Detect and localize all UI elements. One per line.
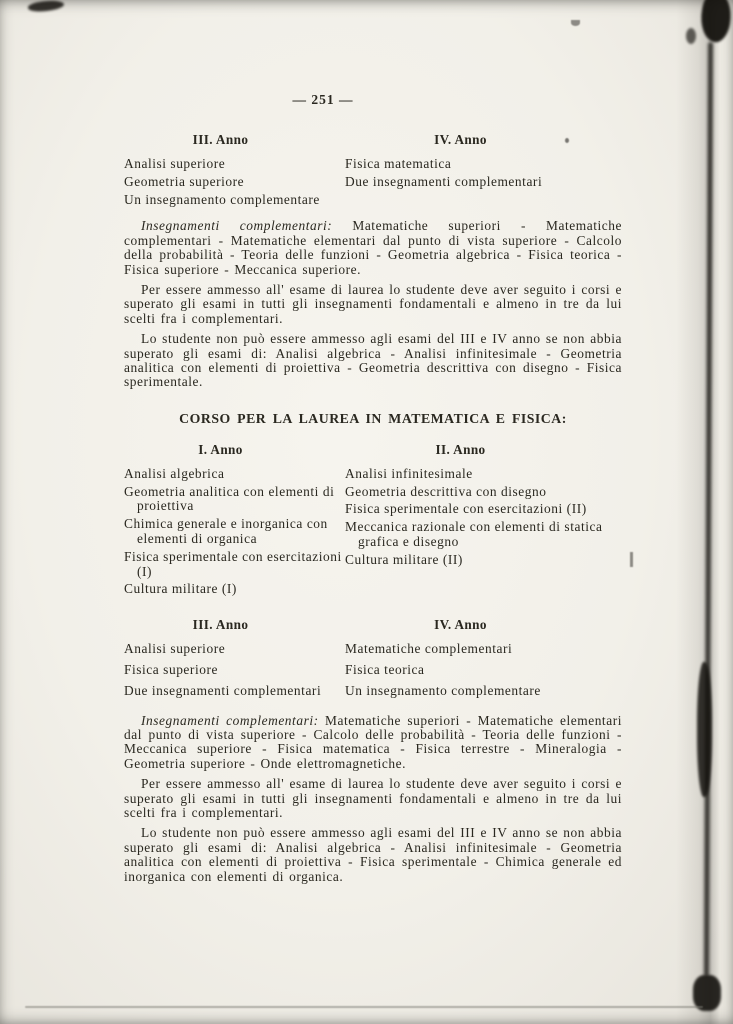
course2-year-2-column	[345, 442, 622, 600]
course-item: Geometria analitica con elementi di proiettiva	[124, 483, 335, 514]
page-fold-shadow	[676, 0, 720, 1024]
course2-year-3-column	[124, 617, 345, 704]
course-item: Analisi infinitesimale	[345, 465, 473, 481]
year-heading: IV. Anno	[434, 617, 487, 633]
course-item: Geometria descrittiva con disegno	[345, 483, 547, 499]
year-heading: III. Anno	[192, 617, 249, 633]
course-item: Analisi superiore	[124, 156, 226, 171]
year-heading: IV. Anno	[434, 132, 487, 147]
course2-year-columns-3-4	[124, 617, 622, 704]
course-item: Fisica superiore	[124, 662, 218, 678]
course-item: Meccanica razionale con elementi di statica grafica e disegno	[345, 519, 603, 550]
course2-year-1-column	[124, 442, 345, 600]
year-heading: II. Anno	[435, 441, 486, 457]
course-item: Analisi superiore	[124, 641, 226, 657]
course1-year-4-column	[345, 132, 622, 210]
course2-admission-paragraph: Per essere ammesso all' esame di laurea lo studente deve aver seguito i corsi e superato gli esami in tutti gli insegnamenti fondamentali e almeno in tre da lui scelti fra i complementari.	[124, 776, 622, 821]
course-item: Fisica sperimentale con esercitazioni (I)	[124, 548, 342, 579]
course1-admission-paragraph: Per essere ammesso all' esame di laurea lo studente deve aver seguito i corsi e superato gli esami in tutti gli insegnamenti fondamentali e almeno in tre da lui scelti fra i complementari.	[124, 282, 622, 326]
course1-year-columns	[124, 132, 622, 210]
course-item: Due insegnamenti complementari	[345, 173, 543, 189]
course2-complementari-paragraph	[124, 714, 622, 772]
scan-artifact-top-left	[28, 0, 65, 13]
course2-year-columns-1-2	[124, 442, 622, 600]
course-item: Cultura militare (I)	[124, 581, 237, 597]
course-item: Matematiche complementari	[345, 641, 513, 657]
year-heading: III. Anno	[192, 132, 249, 147]
paragraph-text: Matematiche superiori - Matematiche complementari - Matematiche elementari dal punto di vista superiore - Calcolo della probabilità - Teoria delle funzioni - Geometria algebrica - Fisica teorica - Fisica superiore - Meccanica superiore.	[124, 218, 622, 277]
section-heading: CORSO PER LA LAUREA IN MATEMATICA E FISICA:	[179, 410, 567, 426]
year-heading: I. Anno	[198, 441, 243, 457]
page-number: — 251 —	[292, 92, 354, 107]
course2-year-4-column	[345, 617, 622, 704]
scan-artifact-dot	[565, 138, 569, 143]
paragraph-lead: Insegnamenti complementari:	[141, 712, 319, 728]
course1-requirements-paragraph: Lo studente non può essere ammesso agli esami del III e IV anno se non abbia superato gli esami di: Analisi algebrica - Analisi infinitesimale - Geometria analitica con elementi di proiettiva - Geometria descrittiva con disegno - Fisica sperimentale.	[124, 331, 622, 390]
course1-year-3-column	[124, 132, 345, 210]
paragraph-lead: Insegnamenti complementari:	[141, 218, 333, 234]
course-item: Geometria superiore	[124, 173, 245, 189]
scan-artifact-check-mark	[571, 20, 580, 26]
page-content	[124, 92, 622, 884]
course2-requirements-paragraph: Lo studente non può essere ammesso agli esami del III e IV anno se non abbia superato gli esami di: Analisi algebrica - Analisi infinitesimale - Geometria analitica con elementi di proiettiva - Fisica sperimentale - Chimica generale ed inorganica con elementi di organica.	[124, 825, 622, 884]
paragraph-text: Matematiche superiori - Matematiche elementari dal punto di vista superiore - Calcolo delle probabilità - Teoria delle funzioni - Meccanica superiore - Fisica matematica - Fisica terrestre - Mineralogia - Geometria superiore - Onde elettromagnetiche.	[124, 712, 622, 771]
course-item: Due insegnamenti complementari	[124, 682, 322, 698]
course-item: Fisica matematica	[345, 156, 452, 171]
course-item: Fisica teorica	[345, 662, 425, 678]
course1-complementari-paragraph	[124, 219, 622, 277]
course-item: Chimica generale e inorganica con elementi di organica	[124, 516, 328, 547]
scan-artifact-margin-mark	[630, 552, 633, 567]
scan-artifact-right-blotch	[697, 662, 712, 797]
course-item: Cultura militare (II)	[345, 551, 463, 567]
scan-artifact-top-right-small	[686, 28, 696, 44]
course-item: Un insegnamento complementare	[124, 191, 320, 207]
course-item: Analisi algebrica	[124, 465, 225, 481]
course-item: Un insegnamento complementare	[345, 682, 541, 698]
course-item: Fisica sperimentale con esercitazioni (II)	[345, 501, 587, 517]
scan-bottom-edge-line	[25, 1006, 703, 1008]
